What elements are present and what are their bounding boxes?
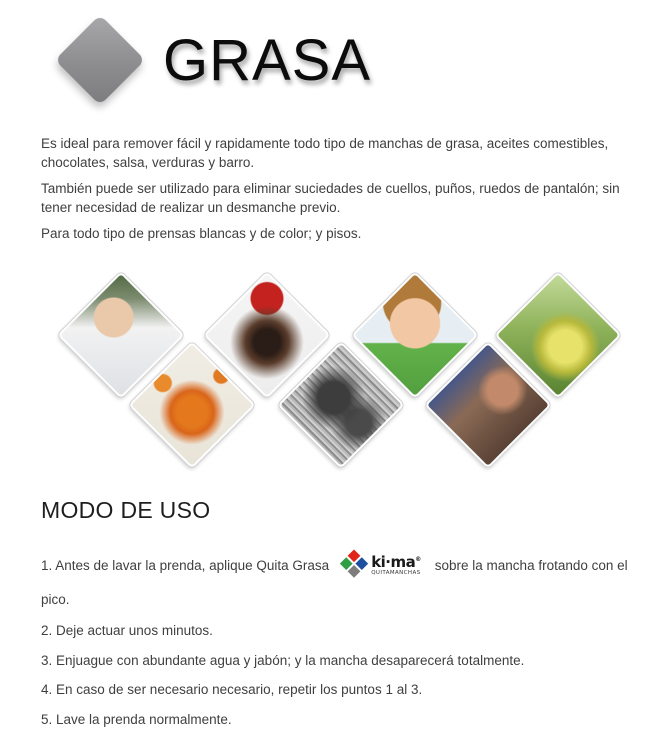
usage-heading: MODO DE USO [41, 497, 211, 523]
intro-paragraph: También puede ser utilizado para eliminar suciedades de cuellos, puños, ruedos de pantalón; sin tener necesidad de realizar un desmanche previo. [41, 181, 620, 215]
usage-step: 5. Lave la prenda normalmente. [41, 711, 232, 727]
intro-paragraph: Para todo tipo de prensas blancas y de color; y pisos. [41, 226, 362, 241]
kima-brand-logo [343, 554, 421, 576]
usage-steps [41, 554, 641, 734]
stain-photo-mosaic [0, 268, 669, 468]
usage-step [41, 554, 641, 616]
intro-text [41, 134, 641, 250]
intro-paragraph: Es ideal para remover fácil y rapidamente todo tipo de manchas de grasa, aceites comestibles, chocolates, salsa, verduras y barro. [41, 136, 609, 170]
usage-step: 3. Enjuague con abundante agua y jabón; y la mancha desaparecerá totalmente. [41, 652, 525, 668]
usage-step: 2. Deje actuar unos minutos. [41, 623, 213, 638]
page-title: GRASA [163, 28, 372, 93]
usage-step: 4. En caso de ser necesario necesario, repetir los puntos 1 al 3. [41, 682, 423, 697]
step-text: sobre la mancha frotando con el [434, 558, 628, 573]
step-text: 1. Antes de lavar la prenda, aplique Quita Grasa [41, 558, 330, 573]
gray-diamond-logo [55, 15, 146, 106]
brand-tagline: QUITAMANCHAS [371, 569, 421, 576]
brand-trademark: ® [415, 555, 421, 563]
kima-diamond-icon [339, 550, 370, 581]
step-text: pico. [41, 592, 70, 607]
brand-name: ki·ma [371, 552, 416, 571]
